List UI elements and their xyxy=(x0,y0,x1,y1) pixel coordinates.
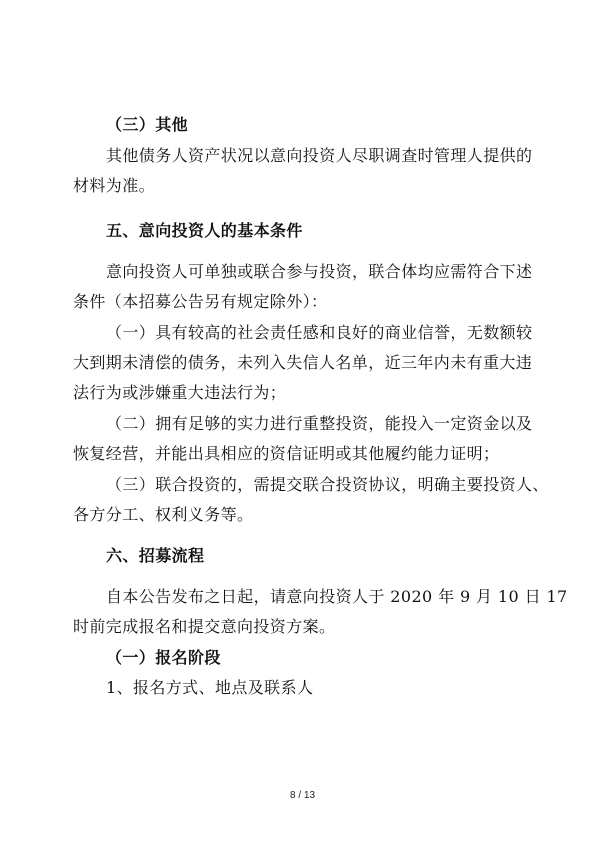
paragraph-line: 自本公告发布之日起，请意向投资人于 2020 年 9 月 10 日 17 xyxy=(106,587,568,606)
paragraph-line: 法行为或涉嫌重大违法行为； xyxy=(73,383,287,402)
paragraph-line: 其他债务人资产状况以意向投资人尽职调查时管理人提供的 xyxy=(106,146,533,165)
paragraph-line: 各方分工、权利义务等。 xyxy=(73,505,254,524)
section-heading-basic-conditions: 五、意向投资人的基本条件 xyxy=(106,221,303,240)
paragraph-line: 时前完成报名和提交意向投资方案。 xyxy=(73,617,336,636)
paragraph-line: 大到期未清偿的债务，未列入失信人名单，近三年内未有重大违 xyxy=(73,353,533,372)
paragraph-line: 条件（本招募公告另有规定除外）： xyxy=(73,292,328,311)
paragraph-line: （三）联合投资的，需提交联合投资协议，明确主要投资人、 xyxy=(106,475,549,494)
paragraph-line: 意向投资人可单独或联合参与投资，联合体均应需符合下述 xyxy=(106,262,533,281)
paragraph-line: 1、报名方式、地点及联系人 xyxy=(106,678,314,697)
page-number: 8 / 13 xyxy=(289,790,316,801)
paragraph-line: 材料为准。 xyxy=(73,176,156,195)
section-heading-recruitment-process: 六、招募流程 xyxy=(106,546,205,565)
paragraph-line: （一）具有较高的社会责任感和良好的商业信誉，无数额较 xyxy=(106,323,533,342)
subheading-registration-stage: （一）报名阶段 xyxy=(106,648,221,667)
paragraph-line: （二）拥有足够的实力进行重整投资，能投入一定资金以及 xyxy=(106,414,533,433)
paragraph-line: 恢复经营，并能出具相应的资信证明或其他履约能力证明； xyxy=(73,444,500,463)
subheading-other: （三）其他 xyxy=(106,115,189,134)
